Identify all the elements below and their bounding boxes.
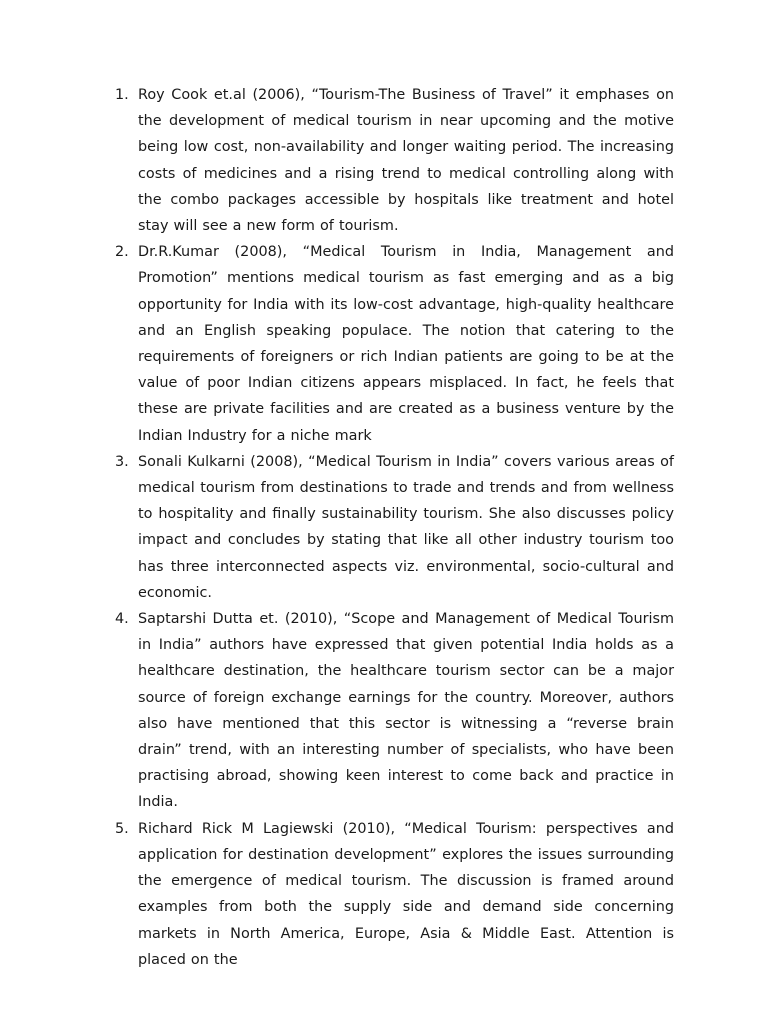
reference-item-4	[104, 606, 674, 816]
reference-number: 2.	[115, 244, 129, 261]
reference-text: Roy Cook et.al (2006), “Tourism-The Business of Travel” it emphases on the development of medical tourism in near upcoming and the motive being low cost, non-availability and longer waiting period. The increasing costs of medicines and a rising trend to medical controlling along with the combo packages accessible by hospitals like treatment and hotel stay will see a new form of tourism.	[138, 87, 674, 235]
reference-number: 5.	[115, 820, 129, 837]
reference-text: Saptarshi Dutta et. (2010), “Scope and Management of Medical Tourism in India” authors have expressed that given potential India holds as a healthcare destination, the healthcare tourism sector can be a major source of foreign exchange earnings for the country. Moreover, authors also have mentioned that this sector is witnessing a “reverse brain drain” trend, with an interesting number of specialists, who have been practising abroad, showing keen interest to come back and practice in India.	[138, 611, 674, 811]
reference-text: Richard Rick M Lagiewski (2010), “Medical Tourism: perspectives and application for destination development” explores the issues surrounding the emergence of medical tourism. The discussion is framed around examples from both the supply side and demand side concerning markets in North America, Europe, Asia & Middle East. Attention is placed on the	[138, 820, 674, 968]
reference-text: Dr.R.Kumar (2008), “Medical Tourism in India, Management and Promotion” mentions medical tourism as fast emerging and as a big opportunity for India with its low-cost advantage, high-quality healthcare and an English speaking populace. The notion that catering to the requirements of foreigners or rich Indian patients are going to be at the value of poor Indian citizens appears misplaced. In fact, he feels that these are private facilities and are created as a business venture by the Indian Industry for a niche mark	[138, 244, 674, 444]
reference-number: 4.	[115, 611, 129, 628]
reference-number: 1.	[115, 87, 129, 103]
reference-list	[104, 82, 674, 973]
reference-item-1	[104, 82, 674, 239]
reference-item-2	[104, 239, 674, 449]
reference-item-3	[104, 449, 674, 606]
reference-item-5	[104, 816, 674, 973]
reference-text: Sonali Kulkarni (2008), “Medical Tourism in India” covers various areas of medical tourism from destinations to trade and trends and from wellness to hospitality and finally sustainability tourism. She also discusses policy impact and concludes by stating that like all other industry tourism too has three interconnected aspects viz. environmental, socio-cultural and economic.	[138, 453, 674, 601]
reference-number: 3.	[115, 453, 129, 470]
